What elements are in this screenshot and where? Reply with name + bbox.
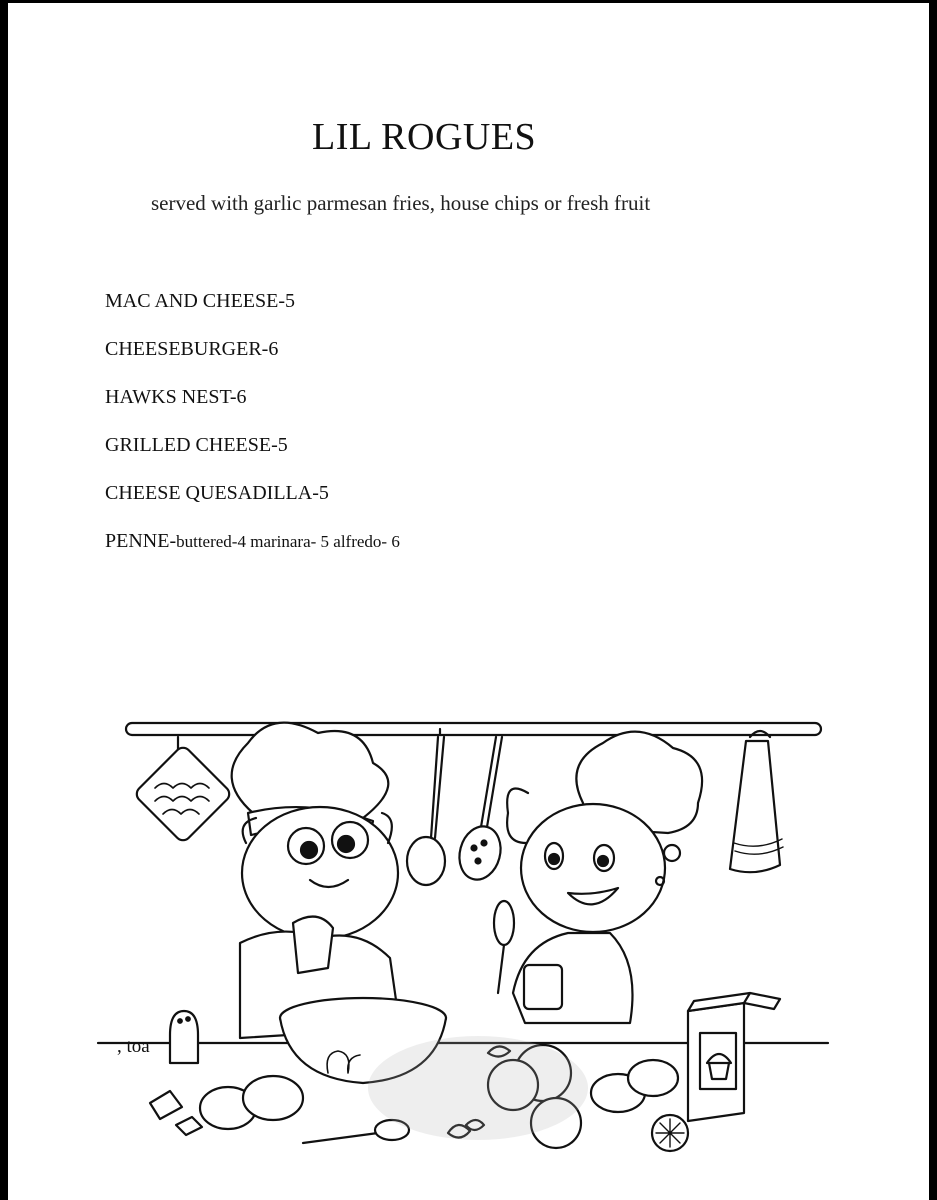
flour-box-icon: [688, 993, 780, 1121]
watermark-icon: [368, 1036, 588, 1140]
slotted-spoon-icon: [454, 737, 507, 884]
menu-item: [105, 334, 400, 382]
menu-item-detail: buttered-4 marinara- 5 alfredo- 6: [176, 532, 400, 551]
menu-item-label: CHEESEBURGER-6: [105, 338, 279, 360]
girl-chef: [494, 732, 702, 1023]
menu-item-label: MAC AND CHEESE-5: [105, 290, 296, 312]
utensil-rail: [126, 723, 821, 735]
menu-item: [105, 382, 400, 430]
salt-shaker-icon: [170, 1011, 198, 1063]
menu-subtitle: served with garlic parmesan fries, house chips or fresh fruit: [151, 191, 651, 215]
menu-item-label: GRILLED CHEESE-5: [105, 434, 288, 456]
menu-item: [105, 478, 400, 526]
towel-icon: [730, 731, 783, 872]
menu-item-label: CHEESE QUESADILLA-5: [105, 482, 329, 504]
menu-item-label: HAWKS NEST-6: [105, 386, 247, 408]
menu-page: [8, 3, 929, 1200]
menu-item: [105, 430, 400, 478]
eggs-icon: [150, 1076, 303, 1135]
kids-cooking-illustration: [8, 693, 929, 1200]
menu-item: [105, 526, 400, 574]
menu-item-label: PENNE-: [105, 530, 177, 552]
kids-menu-list: [105, 286, 400, 574]
menu-item: [105, 286, 400, 334]
page-title: LIL ROGUES: [312, 116, 537, 158]
spoon-icon: [303, 1120, 409, 1143]
pot-holder-icon: [134, 737, 233, 843]
ladle-icon: [407, 729, 445, 885]
illustration-text-fragment: , toa: [117, 1036, 150, 1057]
lemons-icon: [591, 1060, 688, 1151]
boy-chef: [232, 723, 400, 1038]
